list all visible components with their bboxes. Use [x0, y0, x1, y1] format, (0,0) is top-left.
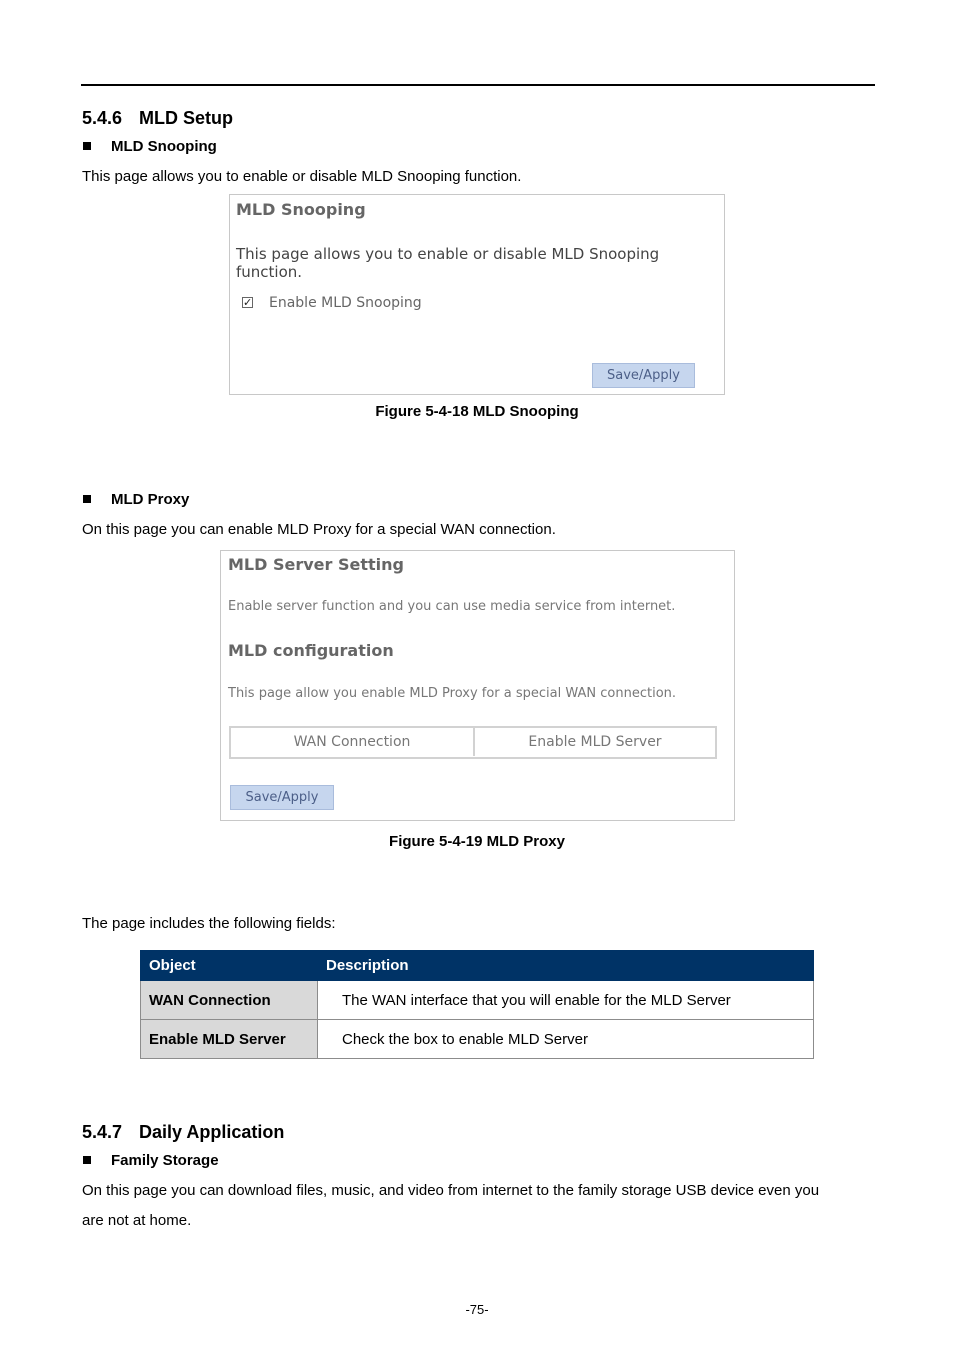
section-number: 5.4.7 — [82, 1122, 123, 1142]
server-setting-description: Enable server function and you can use media service from internet. — [228, 599, 676, 614]
square-bullet-icon — [83, 495, 91, 503]
enable-mld-server-column-header: Enable MLD Server — [528, 734, 662, 750]
fields-intro: The page includes the following fields: — [82, 915, 336, 932]
page-number: -75- — [465, 1302, 489, 1317]
bullet-mld-proxy — [83, 491, 189, 508]
mld-configuration-title: MLD configuration — [228, 641, 394, 660]
header-rule — [81, 84, 875, 86]
object-cell: Enable MLD Server — [141, 1020, 318, 1059]
section-title: MLD Setup — [139, 108, 233, 128]
save-apply-button[interactable]: Save/Apply — [592, 363, 695, 388]
section-number: 5.4.6 — [82, 108, 123, 128]
description-cell: Check the box to enable MLD Server — [318, 1020, 814, 1059]
table-row — [141, 981, 814, 1020]
enable-snooping-checkbox[interactable]: ✓ — [243, 296, 253, 309]
header-description: Description — [318, 951, 814, 981]
square-bullet-icon — [83, 1156, 91, 1164]
section-heading-547 — [82, 1122, 284, 1143]
screenshot-title: MLD Snooping — [236, 200, 366, 219]
bullet-label: Family Storage — [111, 1152, 219, 1169]
snooping-intro: This page allows you to enable or disable MLD Snooping function. — [82, 168, 522, 185]
server-setting-title: MLD Server Setting — [228, 555, 404, 574]
checkbox-label: Enable MLD Snooping — [269, 295, 422, 311]
bullet-label: MLD Snooping — [111, 138, 217, 155]
bullet-mld-snooping — [83, 138, 217, 155]
bullet-family-storage — [83, 1152, 219, 1169]
section-title: Daily Application — [139, 1122, 285, 1142]
object-cell: WAN Connection — [141, 981, 318, 1020]
square-bullet-icon — [83, 142, 91, 150]
section-heading-546 — [82, 108, 233, 129]
description-cell: The WAN interface that you will enable for the MLD Server — [318, 981, 814, 1020]
mld-snooping-screenshot — [229, 194, 725, 395]
proxy-intro: On this page you can enable MLD Proxy for a special WAN connection. — [82, 521, 556, 538]
bullet-label: MLD Proxy — [111, 491, 190, 508]
family-storage-text-line2: are not at home. — [82, 1212, 192, 1229]
screenshot-description: This page allows you to enable or disable MLD Snooping function. — [236, 245, 660, 281]
header-object: Object — [141, 951, 318, 981]
table-row — [141, 1020, 814, 1059]
figure-caption: Figure 5-4-18 MLD Snooping — [375, 403, 579, 420]
save-apply-button[interactable]: Save/Apply — [230, 785, 334, 810]
mld-proxy-screenshot — [220, 550, 735, 821]
family-storage-text-line1: On this page you can download files, music, and video from internet to the family storage USB device even you — [82, 1182, 820, 1199]
wan-connection-column-header: WAN Connection — [231, 728, 475, 756]
fields-table — [140, 950, 814, 1059]
mld-configuration-description: This page allow you enable MLD Proxy for a special WAN connection. — [228, 686, 677, 701]
figure-caption: Figure 5-4-19 MLD Proxy — [389, 833, 565, 850]
wan-mld-table — [229, 726, 717, 759]
